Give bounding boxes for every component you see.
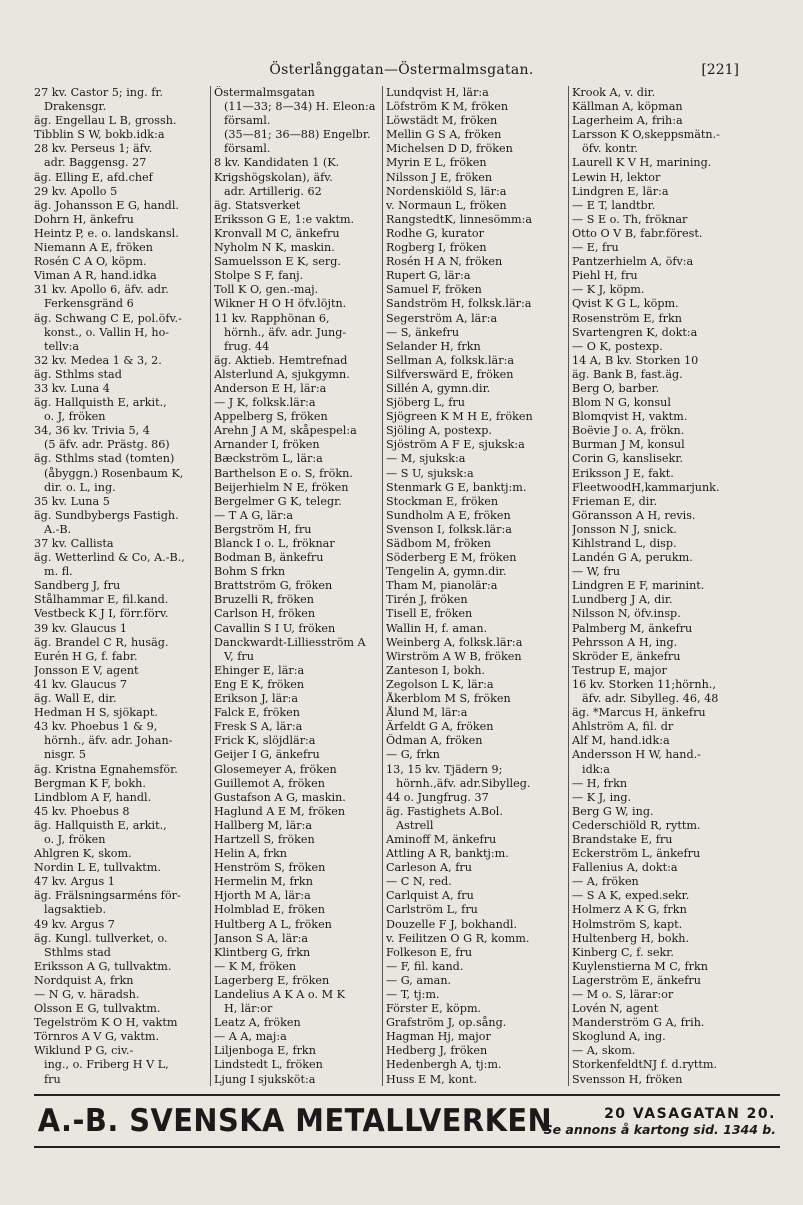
directory-entry: Söderberg E M, fröken bbox=[386, 551, 517, 565]
directory-entry: äg. Sundbybergs Fastigh. bbox=[34, 508, 179, 522]
directory-entry: Glosemeyer A, fröken bbox=[214, 762, 337, 776]
directory-entry: Källman A, köpman bbox=[572, 100, 683, 114]
directory-entry: — S, änkefru bbox=[386, 325, 460, 339]
directory-entry: Ehinger E, lär:a bbox=[214, 663, 305, 677]
directory-entry: — N G, v. häradsh. bbox=[34, 988, 140, 1001]
directory-entry: 14 A, B kv. Storken 10 bbox=[572, 353, 699, 367]
directory-entry: Kinberg C, f. sekr. bbox=[572, 945, 674, 959]
directory-entry: Sädbom M, fröken bbox=[386, 537, 491, 550]
directory-entry: Skoglund A, ing. bbox=[572, 1030, 666, 1044]
directory-entry: Tegelström K O H, vaktm bbox=[34, 1016, 178, 1030]
directory-entry: Michelsen D D, fröken bbox=[386, 142, 513, 156]
directory-entry: Testrup E, major bbox=[572, 663, 667, 677]
directory-entry: Drakensgr. bbox=[44, 100, 107, 114]
directory-entry: Göransson A H, revis. bbox=[572, 508, 696, 522]
directory-entry: — S U, sjuksk:a bbox=[386, 466, 474, 480]
directory-entry: Mellin G S A, fröken bbox=[386, 128, 502, 142]
directory-entry: Nordenskiöld S, lär:a bbox=[386, 184, 507, 198]
directory-entry: — K M, fröken bbox=[214, 959, 297, 973]
directory-entry: (35—81; 36—88) Engelbr. bbox=[224, 128, 371, 142]
directory-entry: (åbyggn.) Rosenbaum K, bbox=[44, 466, 184, 480]
directory-entry: Bruzelli R, fröken bbox=[214, 593, 314, 607]
directory-entry: äg. Kungl. tullverket, o. bbox=[34, 931, 168, 945]
directory-entry: 41 kv. Glaucus 7 bbox=[34, 677, 127, 691]
directory-entry: — G, aman. bbox=[386, 973, 452, 987]
directory-entry: Leatz A, fröken bbox=[214, 1016, 301, 1030]
directory-entry: Hultenberg H, bokh. bbox=[572, 931, 690, 945]
directory-entry: nisgr. 5 bbox=[44, 748, 87, 762]
directory-entry: Fresk S A, lär:a bbox=[214, 720, 303, 734]
directory-entry: äg. Kristna Egnahemsför. bbox=[34, 762, 178, 776]
directory-entry: äg. Elling E, afd.chef bbox=[34, 170, 153, 184]
directory-entry: äg. Johansson E G, handl. bbox=[34, 198, 179, 212]
directory-entry: Lindgren E, lär:a bbox=[572, 184, 669, 198]
directory-entry: äg. Frälsningsarméns för- bbox=[34, 889, 181, 903]
directory-entry: Lovén N, agent bbox=[572, 1002, 659, 1016]
directory-entry: Sthlms stad bbox=[44, 945, 111, 959]
directory-entry: Eriksson J E, fakt. bbox=[572, 466, 674, 480]
directory-entry: Cavallin S I U, fröken bbox=[214, 621, 336, 635]
directory-entry: Nilsson J E, fröken bbox=[386, 170, 493, 184]
directory-entry: äg. Sthlms stad bbox=[34, 367, 122, 381]
directory-entry: Hedenbergh A, tj:m. bbox=[386, 1058, 502, 1072]
directory-entry: Piehl H, fru bbox=[572, 269, 638, 283]
directory-entry: ing., o. Friberg H V L, bbox=[44, 1058, 169, 1072]
directory-entry: äg. Schwang C E, pol.öfv.- bbox=[34, 311, 182, 325]
directory-entry: Segerström A, lär:a bbox=[386, 311, 498, 325]
directory-entry: hörnh., äfv. adr. Jung- bbox=[224, 325, 347, 339]
directory-entry: Stenmark G E, banktj:m. bbox=[386, 480, 527, 494]
directory-entry: äg. Statsverket bbox=[214, 198, 301, 212]
directory-entry: Arehn J A M, skåpespel:a bbox=[214, 424, 357, 438]
directory-entry: idk:a bbox=[582, 762, 610, 776]
directory-entry: Bergelmer G K, telegr. bbox=[214, 494, 342, 508]
directory-entry: — K J, ing. bbox=[572, 790, 632, 804]
directory-entry: Lagerström E, änkefru bbox=[572, 973, 701, 987]
directory-entry: Hultberg A L, fröken bbox=[214, 917, 332, 931]
directory-entry: 11 kv. Rapphönan 6, bbox=[214, 311, 330, 325]
directory-entry: Brattström G, fröken bbox=[214, 579, 333, 593]
directory-entry: församl. bbox=[224, 142, 271, 156]
directory-entry: Carlson H, fröken bbox=[214, 607, 316, 621]
directory-entry: Blomqvist H, vaktm. bbox=[572, 410, 688, 424]
directory-entry: Dohrn H, änkefru bbox=[34, 212, 134, 226]
directory-entry: Anderson E H, lär:a bbox=[214, 381, 327, 395]
directory-entry: äg. Hallquisth E, arkit., bbox=[34, 818, 167, 832]
directory-entry: Bodman B, änkefru bbox=[214, 551, 324, 565]
directory-entry: Ahlgren K, skom. bbox=[34, 847, 132, 861]
directory-entry: m. fl. bbox=[44, 565, 73, 579]
directory-entry: Sellman A, folksk.lär:a bbox=[386, 353, 515, 367]
directory-entry: Appelberg S, fröken bbox=[214, 410, 328, 424]
directory-entry: Eckerström L, änkefru bbox=[572, 847, 701, 861]
directory-entry: Danckwardt-Lilliesström A bbox=[214, 635, 366, 649]
directory-entry: Klintberg G, frkn bbox=[214, 945, 311, 959]
directory-entry: Kuylenstierna M C, frkn bbox=[572, 959, 709, 973]
directory-entry: FleetwoodH,kammarjunk. bbox=[572, 480, 720, 494]
directory-entry: Falck E, fröken bbox=[214, 706, 300, 720]
directory-entry: — E T, landtbr. bbox=[572, 198, 656, 212]
directory-entry: Douzelle F J, bokhandl. bbox=[386, 917, 518, 931]
directory-entry: Nordquist A, frkn bbox=[34, 973, 134, 987]
directory-entry: Hedman H S, sjökapt. bbox=[34, 706, 158, 720]
directory-entry: fru bbox=[44, 1072, 61, 1086]
directory-entry: Vestbeck K J I, förr.förv. bbox=[34, 607, 169, 621]
directory-entry: 32 kv. Medea 1 & 3, 2. bbox=[34, 353, 162, 367]
directory-entry: Stockman E, fröken bbox=[386, 494, 499, 508]
directory-entry: Frick K, slöjdlär:a bbox=[214, 734, 316, 748]
directory-entry: Pehrsson A H, ing. bbox=[572, 635, 678, 649]
directory-entry: 27 kv. Castor 5; ing. fr. bbox=[34, 86, 164, 99]
directory-entry: Ferkensgränd 6 bbox=[44, 297, 134, 311]
directory-entry: Barthelson E o. S, frökn. bbox=[214, 466, 353, 480]
directory-entry: Astrell bbox=[396, 818, 434, 832]
directory-entry: Svenson I, folksk.lär:a bbox=[386, 522, 512, 536]
directory-entry: Blom N G, konsul bbox=[572, 396, 671, 410]
directory-entry: Nilsson N, öfv.insp. bbox=[572, 607, 681, 621]
advert-details bbox=[544, 1106, 780, 1137]
directory-entry: äg. *Marcus H, änkefru bbox=[572, 706, 706, 720]
directory-entry: Hjorth M A, lär:a bbox=[214, 889, 311, 903]
directory-entry: Krigshögskolan), äfv. bbox=[214, 170, 333, 184]
directory-entry: V, fru bbox=[224, 649, 254, 663]
directory-entry: Förster E, köpm. bbox=[386, 1002, 482, 1016]
directory-entry: Hedberg J, fröken bbox=[386, 1044, 488, 1058]
directory-entry: frug. 44 bbox=[224, 339, 270, 353]
directory-entry: Stolpe S F, fanj. bbox=[214, 269, 304, 283]
directory-entry: Holmerz A K G, frkn bbox=[572, 903, 687, 917]
directory-entry: Lundqvist H, lär:a bbox=[386, 86, 489, 99]
directory-entry: Carleson A, fru bbox=[386, 861, 472, 875]
directory-entry: Sjöberg L, fru bbox=[386, 396, 465, 410]
directory-entry: Rogberg I, fröken bbox=[386, 241, 487, 255]
directory-entry: adr. Baggensg. 27 bbox=[44, 156, 147, 170]
page-number: [221] bbox=[701, 62, 739, 78]
directory-entry: Henström S, fröken bbox=[214, 861, 326, 875]
directory-entry: Heintz P, e. o. landskansl. bbox=[34, 226, 179, 240]
directory-entry: hörnh.,äfv. adr.Sibylleg. bbox=[396, 776, 531, 790]
directory-entry: 13, 15 kv. Tjädern 9; bbox=[386, 762, 503, 776]
directory-entry: — S A K, exped.sekr. bbox=[572, 889, 690, 903]
directory-entry: äfv. adr. Sibylleg. 46, 48 bbox=[582, 692, 719, 706]
directory-entry: (5 äfv. adr. Prästg. 86) bbox=[44, 438, 170, 452]
directory-entry: Sundholm A E, fröken bbox=[386, 508, 511, 522]
directory-entry: 8 kv. Kandidaten 1 (K. bbox=[214, 156, 340, 170]
directory-entry: Lindblom A F, handl. bbox=[34, 790, 152, 804]
directory-entry: Bergström H, fru bbox=[214, 522, 312, 536]
directory-entry: o. J, fröken bbox=[44, 832, 106, 846]
directory-entry: äg. Hallquisth E, arkit., bbox=[34, 396, 167, 410]
directory-entry: Hagman Hj, major bbox=[386, 1030, 491, 1044]
directory-entry: Lewin H, lektor bbox=[572, 170, 661, 184]
directory-entry: Åkerblom M S, fröken bbox=[386, 692, 511, 706]
directory-entry: Eng E K, fröken bbox=[214, 677, 305, 691]
directory-entry: konst., o. Vallin H, ho- bbox=[44, 325, 170, 339]
directory-entry: Alf M, hand.idk:a bbox=[572, 734, 670, 748]
directory-entry: Pantzerhielm A, öfv:a bbox=[572, 255, 694, 269]
directory-entry: — H, frkn bbox=[572, 776, 628, 790]
directory-entry: — F, fil. kand. bbox=[386, 959, 464, 973]
directory-entry: Boëvie J o. A, frökn. bbox=[572, 424, 685, 438]
directory-entry: Sjöström A F E, sjuksk:a bbox=[386, 438, 525, 452]
directory-entry: Ljung I sjuksköt:a bbox=[214, 1072, 316, 1086]
directory-entry: församl. bbox=[224, 114, 271, 128]
directory-entry: Hermelin M, frkn bbox=[214, 875, 313, 889]
directory-entry: 34, 36 kv. Trivia 5, 4 bbox=[34, 424, 150, 438]
directory-entry: v. Feilitzen O G R, komm. bbox=[386, 931, 530, 945]
directory-entry: Carlström L, fru bbox=[386, 903, 478, 917]
directory-entry: äg. Brandel C R, husäg. bbox=[34, 635, 169, 649]
directory-entry: Ödman A, fröken bbox=[386, 734, 483, 748]
directory-entry: Jonsson N J, snick. bbox=[572, 522, 677, 536]
directory-entry: äg. Sthlms stad (tomten) bbox=[34, 452, 175, 466]
directory-entry: Hartzell S, fröken bbox=[214, 832, 315, 846]
directory-entry: Weinberg A, folksk.lär:a bbox=[386, 635, 523, 649]
directory-entry: 33 kv. Luna 4 bbox=[34, 381, 110, 395]
directory-entry: Folkeson E, fru bbox=[386, 945, 473, 959]
directory-entry: — S E o. Th, fröknar bbox=[572, 212, 688, 226]
advert-reference: Se annons å kartong sid. 1344 b. bbox=[543, 1121, 776, 1137]
directory-entry: Eurén H G, f. fabr. bbox=[34, 649, 138, 663]
directory-entry: Laurell K V H, marining. bbox=[572, 156, 712, 170]
directory-entry: Sandberg J, fru bbox=[34, 579, 121, 593]
directory-entry: Sjögreen K M H E, fröken bbox=[386, 410, 533, 424]
directory-entry: Hallberg M, lär:a bbox=[214, 818, 313, 832]
directory-entry: Holmblad E, fröken bbox=[214, 903, 325, 917]
directory-columns bbox=[34, 86, 780, 1086]
directory-entry: v. Normaun L, fröken bbox=[386, 198, 507, 212]
directory-entry: Landelius A K A o. M K bbox=[214, 988, 345, 1001]
directory-entry: Törnros A V G, vaktm. bbox=[34, 1030, 160, 1044]
directory-entry: Myrin E L, fröken bbox=[386, 156, 487, 170]
directory-entry: Rosenström E, frkn bbox=[572, 311, 682, 325]
directory-column-4 bbox=[568, 86, 780, 1086]
directory-entry: Niemann A E, fröken bbox=[34, 241, 153, 255]
directory-entry: äg. Engellau L B, grossh. bbox=[34, 114, 177, 128]
directory-entry: 39 kv. Glaucus 1 bbox=[34, 621, 127, 635]
directory-entry: StorkenfeldtNJ f. d.ryttm. bbox=[572, 1058, 718, 1072]
advertisement-banner bbox=[34, 1094, 780, 1148]
directory-entry: Löwstädt M, fröken bbox=[386, 114, 498, 128]
directory-entry: Zanteson I, bokh. bbox=[386, 663, 485, 677]
directory-entry: äg. Aktieb. Hemtrefnad bbox=[214, 353, 348, 367]
directory-entry: Nordin L E, tullvaktm. bbox=[34, 861, 161, 875]
directory-entry: 28 kv. Perseus 1; äfv. bbox=[34, 142, 153, 156]
directory-entry: 37 kv. Callista bbox=[34, 537, 114, 550]
directory-entry: A.-B. bbox=[44, 522, 72, 536]
directory-entry: Cederschiöld R, ryttm. bbox=[572, 818, 701, 832]
directory-entry: — M o. S, lärar:or bbox=[572, 988, 674, 1001]
directory-entry: H, lär:or bbox=[224, 1002, 273, 1016]
directory-entry: Zegolson L K, lär:a bbox=[386, 677, 494, 691]
directory-entry: Wirström A W B, fröken bbox=[386, 649, 522, 663]
directory-entry: — A, skom. bbox=[572, 1044, 636, 1058]
directory-entry: Berg G W, ing. bbox=[572, 804, 654, 818]
directory-entry: Sjöling A, postexp. bbox=[386, 424, 492, 438]
directory-entry: Toll K O, gen.-maj. bbox=[214, 283, 319, 297]
directory-column-1 bbox=[34, 86, 210, 1086]
directory-entry: Andersson H W, hand.- bbox=[572, 748, 701, 762]
directory-entry: Gustafson A G, maskin. bbox=[214, 790, 346, 804]
page-title: Österlånggatan—Östermalmsgatan. bbox=[269, 62, 534, 78]
directory-entry: Löfström K M, fröken bbox=[386, 100, 509, 114]
directory-entry: — J K, folksk.lär:a bbox=[214, 396, 316, 410]
directory-entry: Tibblin S W, bokb.idk:a bbox=[34, 128, 165, 142]
directory-entry: Holmström S, kapt. bbox=[572, 917, 683, 931]
directory-entry: Ahlström A, fil. dr bbox=[572, 720, 674, 734]
directory-entry: Guillemot A, fröken bbox=[214, 776, 325, 790]
directory-entry: Samuelsson E K, serg. bbox=[214, 255, 341, 269]
directory-entry: 43 kv. Phoebus 1 & 9, bbox=[34, 720, 158, 734]
directory-entry: Lindstedt L, fröken bbox=[214, 1058, 323, 1072]
directory-entry: — A, fröken bbox=[572, 875, 639, 889]
directory-entry: — T, tj:m. bbox=[386, 988, 440, 1001]
directory-entry: Burman J M, konsul bbox=[572, 438, 685, 452]
directory-entry: RangstedtK, linnesömm:a bbox=[386, 212, 533, 226]
directory-entry: Carlquist A, fru bbox=[386, 889, 474, 903]
directory-entry: Östermalmsgatan bbox=[214, 86, 315, 99]
directory-entry: Wallin H, f. aman. bbox=[386, 621, 488, 635]
directory-entry: Tirén J, fröken bbox=[386, 593, 468, 607]
directory-entry: Arnander I, fröken bbox=[214, 438, 320, 452]
directory-entry: Alsterlund A, sjukgymn. bbox=[214, 367, 350, 381]
directory-entry: Viman A R, hand.idka bbox=[34, 269, 157, 283]
directory-entry: Kronvall M C, änkefru bbox=[214, 226, 340, 240]
directory-entry: — T A G, lär:a bbox=[214, 508, 294, 522]
directory-entry: Kihlstrand L, disp. bbox=[572, 537, 677, 550]
directory-entry: Helin A, frkn bbox=[214, 847, 287, 861]
directory-entry: Sillén A, gymn.dir. bbox=[386, 381, 491, 395]
directory-entry: Frieman E, dir. bbox=[572, 494, 658, 508]
page-header bbox=[0, 62, 803, 84]
directory-entry: Otto O V B, fabr.förest. bbox=[572, 226, 703, 240]
directory-entry: Ärfeldt G A, fröken bbox=[386, 720, 494, 734]
directory-entry: Berg O, barber. bbox=[572, 381, 660, 395]
directory-entry: Rupert G, lär:a bbox=[386, 269, 471, 283]
directory-entry: Qvist K G L, köpm. bbox=[572, 297, 679, 311]
directory-entry: öfv. kontr. bbox=[582, 142, 638, 156]
directory-entry: Svensson H, fröken bbox=[572, 1072, 683, 1086]
directory-entry: dir. o. L, ing. bbox=[44, 480, 116, 494]
directory-entry: Tham M, pianolär:a bbox=[386, 579, 498, 593]
directory-entry: — M, sjuksk:a bbox=[386, 452, 466, 466]
directory-entry: Selander H, frkn bbox=[386, 339, 481, 353]
directory-entry: Bohm S frkn bbox=[214, 565, 286, 579]
directory-entry: Bergman K F, bokh. bbox=[34, 776, 146, 790]
directory-entry: — G, frkn bbox=[386, 748, 440, 762]
directory-entry: adr. Artillerig. 62 bbox=[224, 184, 322, 198]
directory-entry: Wiklund P G, civ.- bbox=[34, 1044, 134, 1058]
directory-entry: 47 kv. Argus 1 bbox=[34, 875, 115, 889]
directory-entry: Lagerheim A, frih:a bbox=[572, 114, 683, 128]
directory-entry: Rosén H A N, fröken bbox=[386, 255, 503, 269]
directory-entry: Beijerhielm N E, fröken bbox=[214, 480, 349, 494]
directory-entry: Rodhe G, kurator bbox=[386, 226, 484, 240]
directory-entry: Landén G A, perukm. bbox=[572, 551, 693, 565]
directory-entry: Larsson K O,skeppsmätn.- bbox=[572, 128, 720, 142]
directory-entry: Sandström H, folksk.lär:a bbox=[386, 297, 532, 311]
directory-entry: Grafström J, op.sång. bbox=[386, 1016, 507, 1030]
directory-entry: 16 kv. Storken 11;hörnh., bbox=[572, 677, 716, 691]
directory-entry: Bæckström L, lär:a bbox=[214, 452, 323, 466]
directory-entry: 45 kv. Phoebus 8 bbox=[34, 804, 130, 818]
directory-entry: Janson S A, lär:a bbox=[214, 931, 309, 945]
directory-entry: tellv:a bbox=[44, 339, 80, 353]
directory-entry: Jonsson E V, agent bbox=[34, 663, 139, 677]
directory-entry: Lundberg J A, dir. bbox=[572, 593, 673, 607]
directory-entry: — W, fru bbox=[572, 565, 621, 579]
directory-entry: Brandstake E, fru bbox=[572, 832, 673, 846]
directory-entry: äg. Wetterlind & Co, A.-B., bbox=[34, 551, 185, 565]
directory-entry: — A A, maj:a bbox=[214, 1030, 287, 1044]
directory-entry: Stålhammar E, fil.kand. bbox=[34, 593, 169, 607]
directory-column-3 bbox=[382, 86, 568, 1086]
directory-entry: 35 kv. Luna 5 bbox=[34, 494, 110, 508]
directory-entry: Eriksson G E, 1:e vaktm. bbox=[214, 212, 355, 226]
directory-entry: Rosén C A O, köpm. bbox=[34, 255, 147, 269]
directory-entry: Svartengren K, dokt:a bbox=[572, 325, 698, 339]
directory-entry: Samuel F, fröken bbox=[386, 283, 482, 297]
directory-entry: Olsson E G, tullvaktm. bbox=[34, 1002, 161, 1016]
directory-entry: Lindgren E F, marinint. bbox=[572, 579, 705, 593]
directory-entry: lagsaktieb. bbox=[44, 903, 107, 917]
directory-column-2 bbox=[210, 86, 382, 1086]
directory-entry: Tisell E, fröken bbox=[386, 607, 473, 621]
advert-address: 20 VASAGATAN 20. bbox=[604, 1105, 776, 1122]
directory-entry: Ålund M, lär:a bbox=[386, 706, 468, 720]
directory-entry: Geijer I G, änkefru bbox=[214, 748, 320, 762]
directory-entry: Lagerberg E, fröken bbox=[214, 973, 330, 987]
directory-entry: Krook A, v. dir. bbox=[572, 86, 656, 99]
directory-entry: Nyholm N K, maskin. bbox=[214, 241, 335, 255]
directory-entry: Erikson J, lär:a bbox=[214, 692, 299, 706]
directory-entry: 31 kv. Apollo 6, äfv. adr. bbox=[34, 283, 169, 297]
directory-entry: Skröder E, änkefru bbox=[572, 649, 681, 663]
directory-entry: Fallenius A, dokt:a bbox=[572, 861, 678, 875]
directory-entry: Eriksson A G, tullvaktm. bbox=[34, 959, 172, 973]
directory-entry: Aminoff M, änkefru bbox=[386, 832, 497, 846]
directory-entry: Wikner H O H öfv.löjtn. bbox=[214, 297, 347, 311]
directory-entry: Manderström G A, frih. bbox=[572, 1016, 705, 1030]
directory-entry: hörnh., äfv. adr. Johan- bbox=[44, 734, 173, 748]
directory-entry: Palmberg M, änkefru bbox=[572, 621, 693, 635]
advert-company-name: A.-B. SVENSKA METALLVERKEN bbox=[37, 1103, 553, 1139]
directory-entry: 29 kv. Apollo 5 bbox=[34, 184, 118, 198]
directory-entry: äg. Wall E, dir. bbox=[34, 692, 117, 706]
directory-entry: Blanck I o. L, fröknar bbox=[214, 537, 335, 550]
directory-entry: Attling A R, banktj:m. bbox=[386, 847, 509, 861]
directory-entry: Huss E M, kont. bbox=[386, 1072, 478, 1086]
directory-entry: 44 o. Jungfrug. 37 bbox=[386, 790, 489, 804]
directory-entry: Tengelin A, gymn.dir. bbox=[386, 565, 507, 579]
directory-entry: — C N, red. bbox=[386, 875, 452, 889]
directory-entry: — E, fru bbox=[572, 241, 619, 255]
directory-entry: Corin G, kanslisekr. bbox=[572, 452, 683, 466]
directory-entry: äg. Bank B, fast.äg. bbox=[572, 367, 683, 381]
directory-entry: 49 kv. Argus 7 bbox=[34, 917, 115, 931]
directory-entry: Liljenboga E, frkn bbox=[214, 1044, 316, 1058]
directory-entry: Silfverswärd E, fröken bbox=[386, 367, 514, 381]
directory-entry: Haglund A E M, fröken bbox=[214, 804, 346, 818]
directory-entry: — K J, köpm. bbox=[572, 283, 645, 297]
directory-entry: — O K, postexp. bbox=[572, 339, 663, 353]
directory-entry: o. J, fröken bbox=[44, 410, 106, 424]
directory-entry: (11—33; 8—34) H. Eleon:a bbox=[224, 100, 376, 114]
directory-entry: äg. Fastighets A.Bol. bbox=[386, 804, 503, 818]
